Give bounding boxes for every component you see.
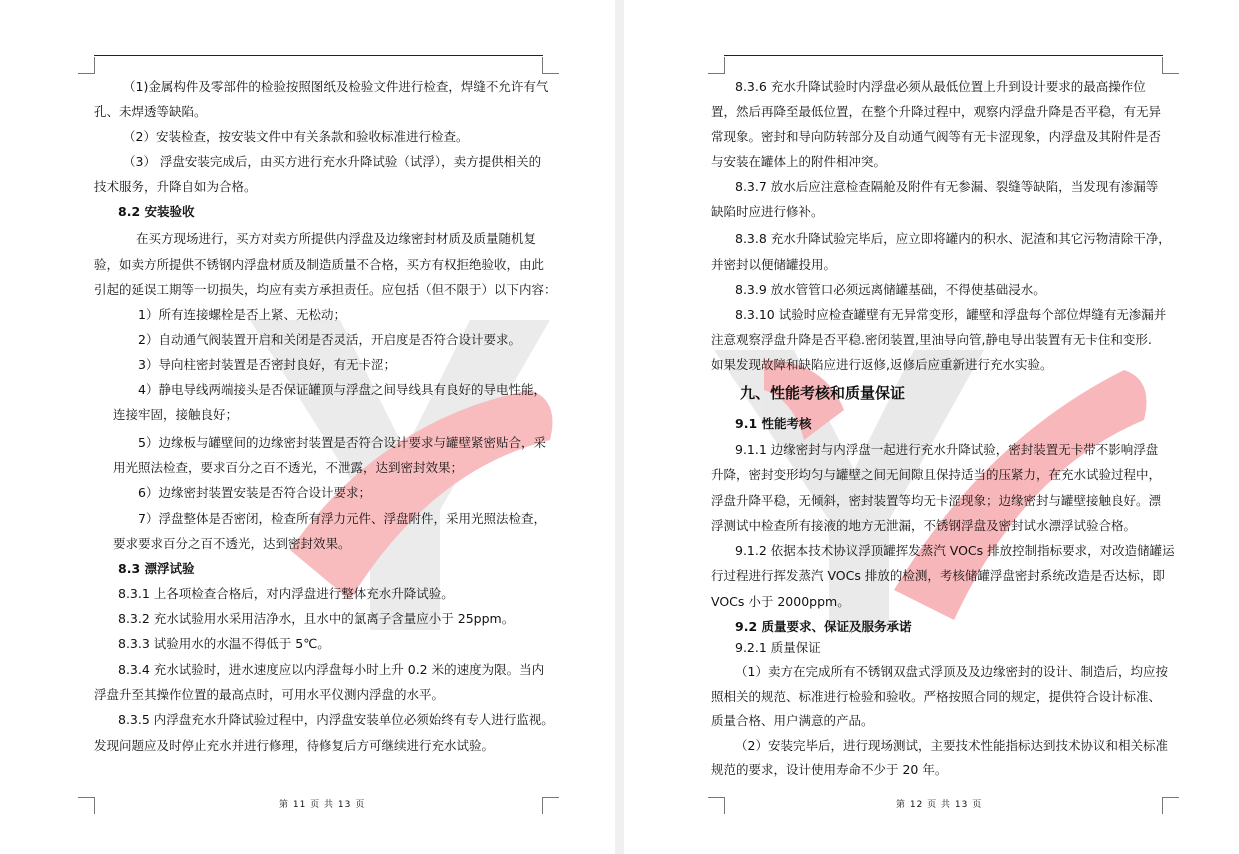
paragraph-line: 常现象。密封和导向防转部分及自动通气阀等有无卡涩现象，内浮盘及其附件是否 bbox=[711, 129, 1162, 144]
page-11 bbox=[0, 0, 615, 854]
page-gutter bbox=[615, 0, 624, 854]
paragraph-line: （1)金属构件及零部件的检验按照图纸及检验文件进行检查，焊缝不允许有气 bbox=[123, 79, 549, 94]
paragraph-line: （1）卖方在完成所有不锈钢双盘式浮顶及及边缘密封的设计、制造后，均应按 bbox=[735, 664, 1168, 679]
paragraph-line: 在买方现场进行，买方对卖方所提供内浮盘及边缘密封材质及质量随机复 bbox=[136, 231, 537, 246]
paragraph-line: 9.1.1 边缘密封与内浮盘一起进行充水升降试验，密封装置无卡带不影响浮盘 bbox=[735, 442, 1159, 457]
paragraph-line: 技术服务，升降自如为合格。 bbox=[94, 179, 257, 194]
paragraph-line: 如果发现故障和缺陷应进行返修,返修后应重新进行充水实验。 bbox=[711, 357, 1053, 372]
paragraph-line: 浮盘升降平稳，无倾斜，密封装置等均无卡涩现象；边缘密封与罐壁接触良好。漂 bbox=[711, 493, 1162, 508]
list-item: 3）导向柱密封装置是否密封良好，有无卡涩； bbox=[138, 357, 396, 372]
paragraph-line: 置，然后再降至最低位置，在整个升降过程中，观察内浮盘升降是否平稳，有无异 bbox=[711, 104, 1162, 119]
paragraph-line: （2）安装检查，按安装文件中有关条款和验收标准进行检查。 bbox=[123, 129, 469, 144]
paragraph-line: （3） 浮盘安装完成后，由买方进行充水升降试验（试浮），卖方提供相关的 bbox=[123, 154, 542, 169]
paragraph-line: 9.1.2 依据本技术协议浮顶罐挥发蒸汽 VOCs 排放控制指标要求，对改造储罐运 bbox=[735, 543, 1175, 558]
paragraph-line: 8.3.8 充水升降试验完毕后，应立即将罐内的积水、泥渣和其它污物清除干净， bbox=[735, 231, 1171, 246]
paragraph-line: 8.3.2 充水试验用水采用洁净水，且水中的氯离子含量应小于 25ppm。 bbox=[118, 611, 515, 626]
list-item: 要求要求百分之百不透光，达到密封效果。 bbox=[113, 536, 351, 551]
section-heading: 8.3 漂浮试验 bbox=[118, 561, 195, 576]
list-item: 7）浮盘整体是否密闭，检查所有浮力元件、浮盘附件，采用光照法检查， bbox=[138, 511, 546, 526]
paragraph-line: VOCs 小于 2000ppm。 bbox=[711, 594, 850, 609]
list-item: 连接牢固，接触良好； bbox=[113, 407, 239, 422]
paragraph-line: 8.3.7 放水后应注意检查隔舱及附件有无参漏、裂缝等缺陷，当发现有渗漏等 bbox=[735, 179, 1159, 194]
paragraph-line: 规范的要求，设计使用寿命不少于 20 年。 bbox=[711, 762, 948, 777]
page-number: 第 12 页 共 13 页 bbox=[896, 800, 983, 810]
paragraph-line: 验，如卖方所提供不锈钢内浮盘材质及制造质量不合格，买方有权拒绝验收，由此 bbox=[94, 257, 545, 272]
section-heading: 9.1 性能考核 bbox=[735, 416, 812, 431]
list-item: 用光照法检查，要求百分之百不透光，不泄露，达到密封效果； bbox=[113, 460, 464, 475]
paragraph-line: 照相关的规范、标准进行检验和验收。严格按照合同的规定，提供符合设计标准、 bbox=[711, 689, 1162, 704]
paragraph-line: 8.3.5 内浮盘充水升降试验过程中，内浮盘安装单位必须始终有专人进行监视。 bbox=[118, 712, 554, 727]
list-item: 1）所有连接螺栓是否上紧、无松动； bbox=[138, 307, 346, 322]
paragraph-line: 与安装在罐体上的附件相冲突。 bbox=[711, 154, 887, 169]
section-heading: 9.2 质量要求、保证及服务承诺 bbox=[735, 619, 912, 634]
paragraph-line: 缺陷时应进行修补。 bbox=[711, 204, 824, 219]
paragraph-line: （2）安装完毕后，进行现场测试，主要技术性能指标达到技术协议和相关标准 bbox=[735, 738, 1168, 753]
chapter-heading: 九、性能考核和质量保证 bbox=[740, 384, 906, 402]
paragraph-line: 质量合格、用户满意的产品。 bbox=[711, 713, 874, 728]
paragraph-line: 8.3.10 试验时应检查罐壁有无异常变形，罐壁和浮盘每个部位焊缝有无渗漏并 bbox=[735, 307, 1167, 322]
paragraph-line: 孔、未焊透等缺陷。 bbox=[94, 104, 207, 119]
section-heading: 8.2 安装验收 bbox=[118, 204, 195, 219]
paragraph-line: 发现问题应及时停止充水并进行修理，待修复后方可继续进行充水试验。 bbox=[94, 738, 495, 753]
paragraph-line: 8.3.9 放水管管口必须远离储罐基础，不得使基础浸水。 bbox=[735, 282, 1046, 297]
page-12 bbox=[624, 0, 1239, 854]
paragraph-line: 8.3.6 充水升降试验时内浮盘必须从最低位置上升到设计要求的最高操作位 bbox=[735, 79, 1146, 94]
paragraph-line: 8.3.4 充水试验时，进水速度应以内浮盘每小时上升 0.2 米的速度为限。当内 bbox=[118, 662, 545, 677]
list-item: 4）静电导线两端接头是否保证罐顶与浮盘之间导线具有良好的导电性能， bbox=[138, 382, 546, 397]
paragraph-line: 8.3.3 试验用水的水温不得低于 5℃。 bbox=[118, 636, 330, 651]
page-number: 第 11 页 共 13 页 bbox=[279, 800, 366, 810]
paragraph-line: 浮测试中检查所有接液的地方无泄漏，不锈钢浮盘及密封试水漂浮试验合格。 bbox=[711, 518, 1137, 533]
paragraph-line: 8.3.1 上各项检查合格后，对内浮盘进行整体充水升降试验。 bbox=[118, 586, 454, 601]
list-item: 5）边缘板与罐壁间的边缘密封装置是否符合设计要求与罐壁紧密贴合，采 bbox=[138, 435, 546, 450]
paragraph-line: 浮盘升至其操作位置的最高点时，可用水平仪测内浮盘的水平。 bbox=[94, 687, 445, 702]
list-item: 2）自动通气阀装置开启和关闭是否灵活，开启度是否符合设计要求。 bbox=[138, 332, 521, 347]
list-item: 6）边缘密封装置安装是否符合设计要求； bbox=[138, 485, 371, 500]
paragraph-line: 升降，密封变形均匀与罐壁之间无间隙且保持适当的压紧力，在充水试验过程中， bbox=[711, 467, 1162, 482]
paragraph-line: 注意观察浮盘升降是否平稳.密闭装置,里油导向管,静电导出装置有无卡住和变形. bbox=[711, 332, 1152, 347]
paragraph-line: 并密封以便储罐投用。 bbox=[711, 257, 837, 272]
paragraph-line: 行过程进行挥发蒸汽 VOCs 排放的检测，考核储罐浮盘密封系统改造是否达标，即 bbox=[711, 568, 1165, 583]
paragraph-line: 引起的延误工期等一切损失，均应有卖方承担责任。应包括（但不限于）以下内容： bbox=[94, 282, 557, 297]
paragraph-line: 9.2.1 质量保证 bbox=[735, 640, 821, 655]
